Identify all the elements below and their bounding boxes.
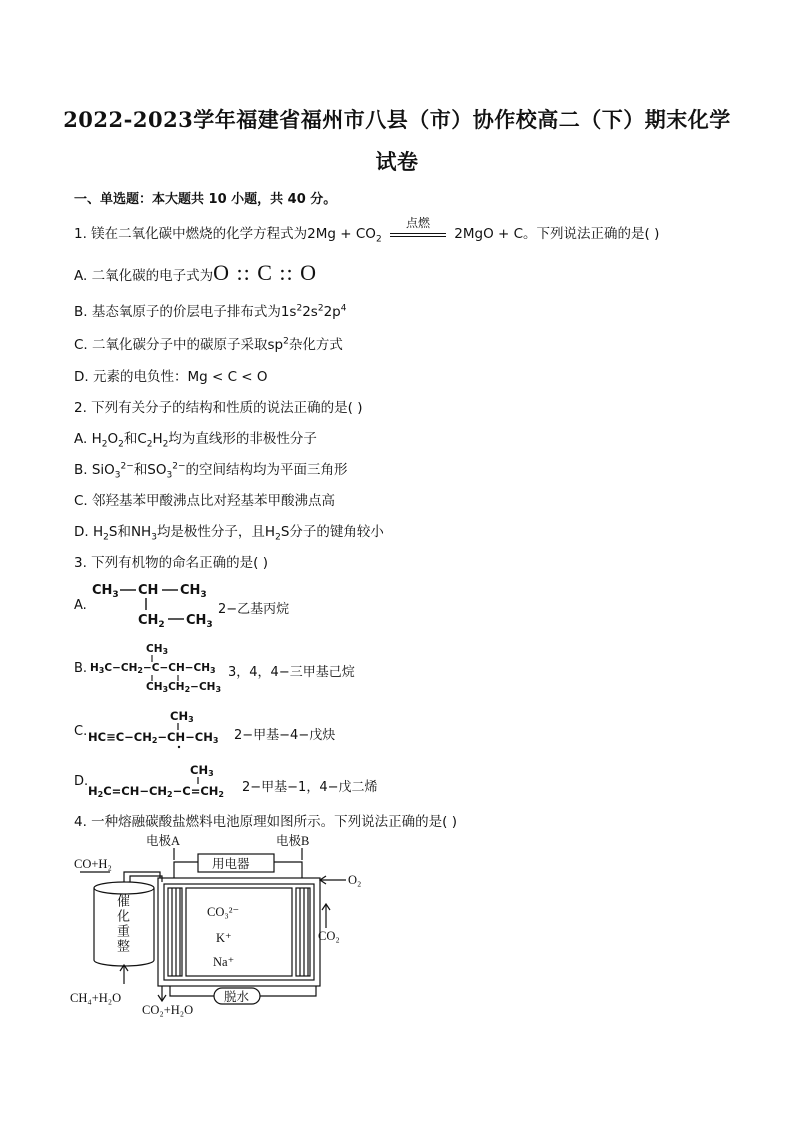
q2-stem: 2. 下列有关分子的结构和性质的说法正确的是( ) (74, 400, 363, 416)
reaction-condition: 点燃 (405, 216, 430, 230)
q3-option-a-structure (88, 578, 218, 630)
reformer-label: 催化重整 (114, 894, 129, 954)
q3-option-c-label: C. (74, 724, 88, 739)
electrode-a-label: 电极A (146, 834, 181, 848)
section-heading: 一、单选题：本大题共 10 小题，共 40 分。 (74, 192, 337, 207)
svg-text:H2C=CH−CH2−C=CH2: H2C=CH−CH2−C=CH2 (88, 784, 224, 799)
q1-option-d: D. 元素的电负性：Mg < C < O (74, 369, 268, 385)
outlet-label: CO₂+H₂O (142, 1003, 194, 1017)
paper-title-line2: 试卷 (375, 149, 419, 174)
ion-potassium: K⁺ (216, 931, 232, 945)
q3-option-b-structure (88, 640, 228, 694)
electron-formula: O :: C :: O (213, 260, 317, 285)
reaction-condition-arrow (386, 216, 450, 244)
inlet-co-h2-label: CO+H₂ (74, 857, 112, 871)
q2-option-c: C. 邻羟基苯甲酸沸点比对羟基苯甲酸沸点高 (74, 493, 336, 509)
o2-inlet-label: O₂ (348, 873, 362, 887)
q3-option-d-structure (86, 760, 242, 806)
svg-text:HC≡C−CH2−CH−CH3: HC≡C−CH2−CH−CH3 (88, 730, 219, 745)
q3-option-b-name: 3，4，4−三甲基己烷 (228, 665, 355, 680)
q3-option-a-label: A. (74, 598, 87, 613)
svg-text:CH: CH (138, 583, 159, 598)
dehydrate-label: 脱水 (224, 990, 250, 1004)
svg-text:CH3: $CH_3$ (186, 613, 213, 630)
svg-text:H3C−CH2−C−CH−CH3: H3C−CH2−C−CH−CH3 (90, 662, 216, 675)
q3-option-b-label: B. (74, 661, 88, 676)
svg-text:CH3CH2−CH3: CH3CH2−CH3 (146, 681, 222, 694)
q4-stem: 4. 一种熔融碳酸盐燃料电池原理如图所示。下列说法正确的是( ) (74, 814, 457, 830)
reformer-feed-label: CH₄+H₂O (70, 991, 122, 1005)
q3-option-a-name: 2−乙基丙烷 (218, 602, 290, 617)
co2-inlet-label: CO₂ (318, 929, 340, 943)
q1-stem: 1. 镁在二氧化碳中燃烧的化学方程式为$2Mg + CO_2$ 点燃 2MgO + C。下列说法正确的是( ) (74, 216, 660, 245)
paper-title-line1: 2022-2023学年福建省福州市八县（市）协作校高二（下）期末化学 (63, 107, 731, 132)
svg-text:CH3: CH3 (146, 643, 169, 656)
fuel-cell-diagram (70, 832, 370, 1022)
q1-option-b: B. 基态氧原子的价层电子排布式为$1s^22s^22p^4$ (74, 303, 347, 320)
svg-text:CH3: CH3 (190, 763, 214, 778)
q2-option-d: D. $H_2S$和$NH_3$均是极性分子，且$H_2S$分子的键角较小 (74, 524, 384, 543)
svg-text:CH3: CH3 (170, 709, 194, 724)
q3-stem: 3. 下列有机物的命名正确的是( ) (74, 555, 268, 571)
appliance-label: 用电器 (212, 857, 250, 871)
q1-option-c: C. 二氧化碳分子中的碳原子采取$sp^2$杂化方式 (74, 336, 343, 353)
q2-option-b: B. SiO$_3^{2-}$和$SO_3^{2-}$的空间结构均为平面三角形 (74, 461, 348, 481)
svg-text:CH3: $CH_3$ (92, 583, 119, 600)
q3-option-c-structure (86, 706, 234, 752)
electrode-b-label: 电极B (276, 834, 310, 848)
q3-option-d-label: D. (74, 774, 89, 789)
q3-option-d-name: 2−甲基−1，4−戊二烯 (242, 780, 378, 795)
svg-text:CH2: $CH_2$ (138, 613, 165, 630)
ion-carbonate: CO₃²⁻ (207, 905, 240, 919)
q1-option-a: A. 二氧化碳的电子式为O :: C :: O (74, 260, 317, 285)
svg-text:CH3: $CH_3$ (180, 583, 207, 600)
q2-option-a: A. $H_2O_2$和$C_2H_2$均为直线形的非极性分子 (74, 431, 317, 450)
ion-sodium: Na⁺ (213, 955, 235, 969)
q3-option-c-name: 2−甲基−4−戊炔 (234, 728, 336, 743)
